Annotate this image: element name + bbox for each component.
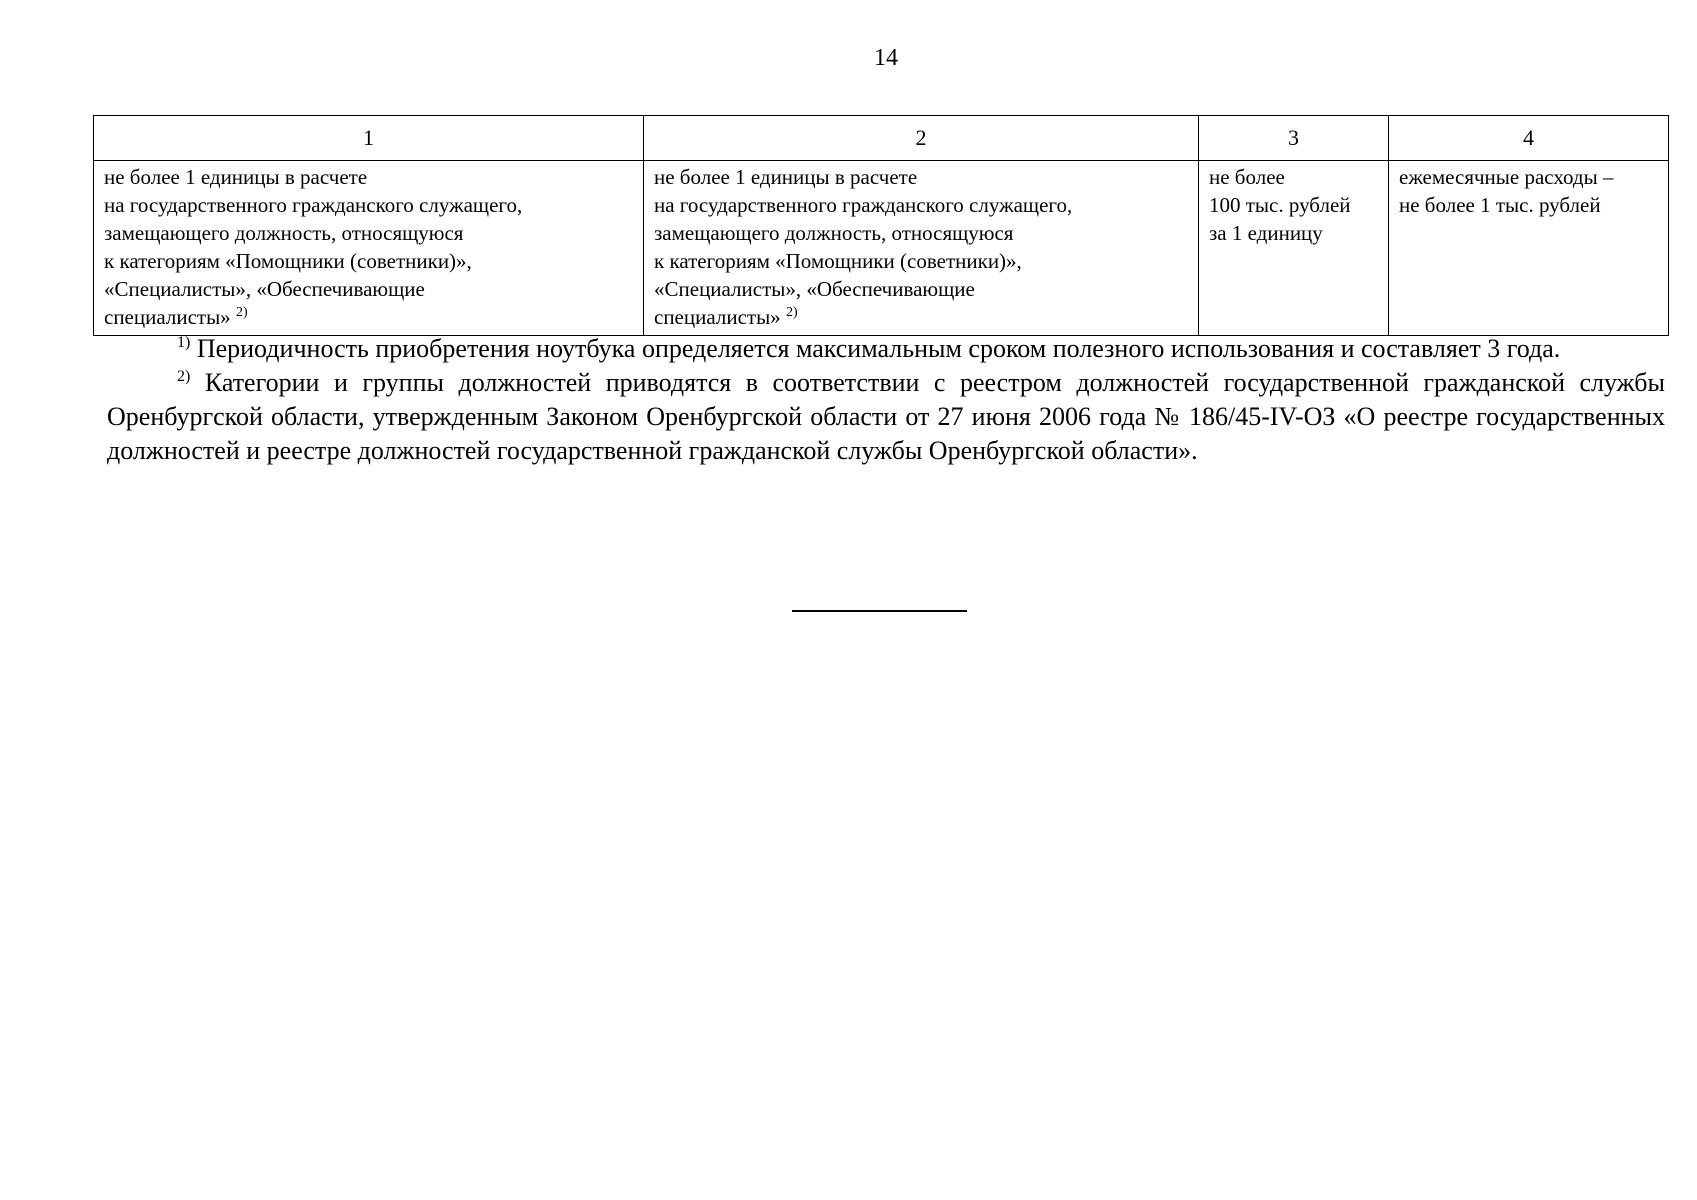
footnotes-section: [107, 332, 1665, 468]
page-number: 14: [874, 45, 898, 71]
cell-line: не более 1 единицы в расчете: [654, 165, 918, 189]
cell-line: замещающего должность, относящуюся: [654, 221, 1014, 245]
cell-line-last: [104, 303, 633, 331]
requirements-table: [93, 115, 1669, 336]
cell-text: специалисты»: [654, 305, 781, 329]
footnote-mark: 2): [177, 368, 191, 385]
column-header: 1: [94, 116, 644, 161]
footnote-text: Категории и группы должностей приводятся в соответствии с реестром должностей государственной гражданской службы Оренбургской области, утвержденным Законом Оренбургской области от 27 июня 2006 года № 186/45-IV-ОЗ «О реестре государственных должностей и реестре должностей государственной гражданской службы Оренбургской области».: [107, 368, 1665, 465]
cell-line: к категориям «Помощники (советники)»,: [104, 249, 472, 273]
cell-line: «Специалисты», «Обеспечивающие: [654, 277, 975, 301]
table-header-row: [94, 116, 1669, 161]
table-row: [94, 161, 1669, 336]
column-header: 2: [644, 116, 1199, 161]
table-cell-col1: [94, 161, 644, 336]
table-cell-col3: [1199, 161, 1389, 336]
cell-line-last: [654, 303, 1188, 331]
footnote-2: [107, 366, 1665, 468]
footnote-reference: 2): [785, 305, 798, 320]
end-of-document-rule: [792, 610, 967, 612]
cell-line: 100 тыс. рублей: [1209, 193, 1351, 217]
table-cell-col2: [644, 161, 1199, 336]
cell-line: ежемесячные расходы –: [1399, 165, 1614, 189]
footnote-mark: 1): [177, 334, 191, 351]
cell-line: на государственного гражданского служащего,: [104, 193, 523, 217]
column-header: 4: [1389, 116, 1669, 161]
cell-line: не более 1 единицы в расчете: [104, 165, 368, 189]
cell-line: замещающего должность, относящуюся: [104, 221, 464, 245]
footnote-reference: 2): [235, 305, 248, 320]
cell-line: к категориям «Помощники (советники)»,: [654, 249, 1022, 273]
column-header: 3: [1199, 116, 1389, 161]
cell-line: за 1 единицу: [1209, 221, 1323, 245]
footnote-text: Периодичность приобретения ноутбука определяется максимальным сроком полезного использования и составляет 3 года.: [196, 334, 1561, 363]
cell-text: специалисты»: [104, 305, 231, 329]
cell-line: не более 1 тыс. рублей: [1399, 193, 1601, 217]
cell-line: не более: [1209, 165, 1285, 189]
table-cell-col4: [1389, 161, 1669, 336]
footnote-1: [107, 332, 1665, 366]
cell-line: на государственного гражданского служащего,: [654, 193, 1073, 217]
cell-line: «Специалисты», «Обеспечивающие: [104, 277, 425, 301]
